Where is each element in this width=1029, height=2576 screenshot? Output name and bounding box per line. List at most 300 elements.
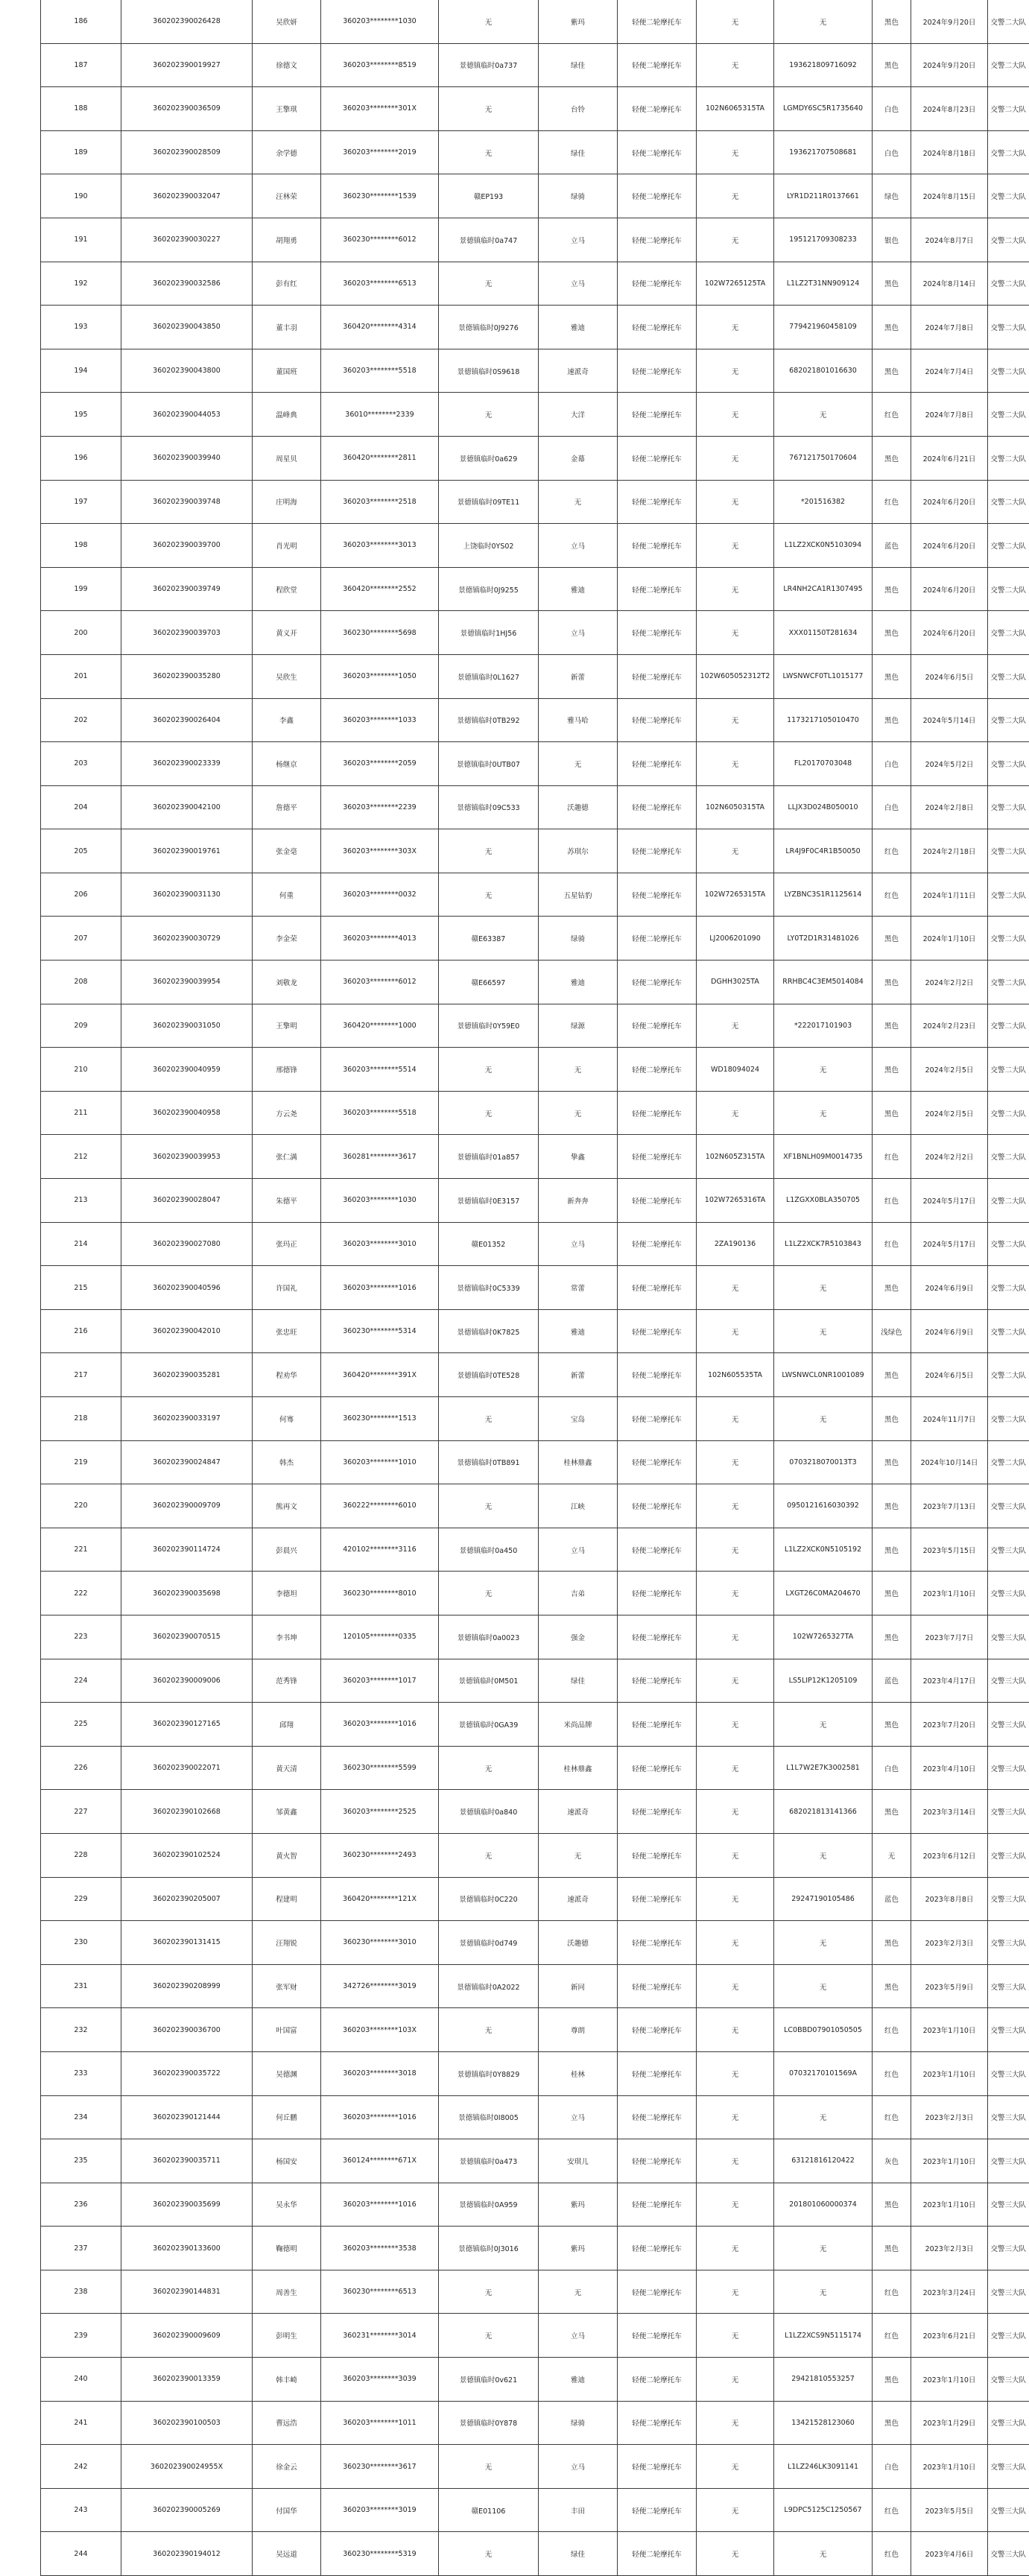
cell-id-number: 360203********303X <box>321 829 439 873</box>
cell-department: 交警三大队 <box>988 1746 1029 1790</box>
cell-row-number: 238 <box>41 2270 121 2314</box>
table-row <box>41 2314 1029 2358</box>
cell-record-id: 360202390070515 <box>121 1615 253 1659</box>
cell-record-id: 360202390024847 <box>121 1440 253 1484</box>
cell-department: 交警三大队 <box>988 1877 1029 1921</box>
cell-frame-number: 63121816120422 <box>774 2139 873 2183</box>
cell-plate-number: 无 <box>439 829 539 873</box>
cell-brand: 绿佳 <box>539 43 618 87</box>
cell-row-number: 220 <box>41 1484 121 1528</box>
table-row <box>41 785 1029 829</box>
cell-engine-number: 无 <box>697 567 774 611</box>
cell-department: 交警二大队 <box>988 829 1029 873</box>
cell-vehicle-type: 轻便二轮摩托车 <box>618 1964 697 2008</box>
cell-owner-name: 程劝华 <box>253 1353 321 1397</box>
cell-brand: 宝岛 <box>539 1397 618 1441</box>
cell-owner-name: 杨国安 <box>253 2139 321 2183</box>
cell-row-number: 226 <box>41 1746 121 1790</box>
cell-plate-number: 上饶临时0YS02 <box>439 524 539 568</box>
cell-id-number: 360230********5698 <box>321 611 439 655</box>
cell-owner-name: 詹德平 <box>253 785 321 829</box>
cell-plate-number: 景德镇临时09C533 <box>439 785 539 829</box>
table-row <box>41 2488 1029 2532</box>
cell-engine-number: 无 <box>697 480 774 524</box>
cell-owner-name: 程建明 <box>253 1877 321 1921</box>
cell-vehicle-type: 轻便二轮摩托车 <box>618 1746 697 1790</box>
cell-vehicle-color: 黑色 <box>873 1048 911 1092</box>
cell-engine-number: 102W7265125TA <box>697 262 774 306</box>
cell-vehicle-color: 黑色 <box>873 1397 911 1441</box>
cell-id-number: 360203********5514 <box>321 1048 439 1092</box>
cell-vehicle-type: 轻便二轮摩托车 <box>618 43 697 87</box>
cell-vehicle-color: 红色 <box>873 829 911 873</box>
cell-row-number: 222 <box>41 1572 121 1615</box>
cell-department: 交警三大队 <box>988 2227 1029 2270</box>
cell-brand: 米尚品牌 <box>539 1703 618 1747</box>
cell-frame-number: 无 <box>774 1091 873 1135</box>
cell-id-number: 360203********1016 <box>321 1703 439 1747</box>
cell-owner-name: 杨继京 <box>253 742 321 786</box>
table-row <box>41 1572 1029 1615</box>
cell-record-id: 360202390039703 <box>121 611 253 655</box>
cell-row-number: 241 <box>41 2401 121 2445</box>
cell-row-number: 212 <box>41 1135 121 1179</box>
cell-vehicle-color: 红色 <box>873 2008 911 2052</box>
cell-id-number: 360203********301X <box>321 87 439 131</box>
cell-record-id: 360202390022071 <box>121 1746 253 1790</box>
table-row <box>41 1135 1029 1179</box>
cell-brand: 立马 <box>539 611 618 655</box>
table-row <box>41 1790 1029 1834</box>
cell-record-date: 2024年2月5日 <box>911 1091 988 1135</box>
cell-vehicle-color: 浅绿色 <box>873 1309 911 1353</box>
cell-record-date: 2023年1月10日 <box>911 2445 988 2489</box>
cell-record-date: 2023年1月10日 <box>911 2183 988 2227</box>
cell-id-number: 360124********671X <box>321 2139 439 2183</box>
cell-engine-number: 无 <box>697 2445 774 2489</box>
table-row <box>41 1703 1029 1747</box>
table-row <box>41 524 1029 568</box>
cell-plate-number: 景德镇临时0K7825 <box>439 1309 539 1353</box>
cell-owner-name: 黄火智 <box>253 1833 321 1877</box>
cell-department: 交警三大队 <box>988 2445 1029 2489</box>
cell-record-date: 2024年2月5日 <box>911 1048 988 1092</box>
cell-brand: 无 <box>539 742 618 786</box>
cell-vehicle-type: 轻便二轮摩托车 <box>618 1353 697 1397</box>
table-row <box>41 130 1029 174</box>
cell-owner-name: 徐金云 <box>253 2445 321 2489</box>
cell-brand: 绿骑 <box>539 174 618 218</box>
cell-engine-number: 无 <box>697 1091 774 1135</box>
cell-record-date: 2024年7月8日 <box>911 393 988 437</box>
cell-brand: 大洋 <box>539 393 618 437</box>
cell-record-date: 2024年6月9日 <box>911 1266 988 1310</box>
cell-engine-number: 无 <box>697 393 774 437</box>
cell-vehicle-type: 轻便二轮摩托车 <box>618 1921 697 1965</box>
cell-record-id: 360202390042010 <box>121 1309 253 1353</box>
cell-record-date: 2024年9月20日 <box>911 0 988 43</box>
cell-row-number: 227 <box>41 1790 121 1834</box>
cell-owner-name: 韩丰崎 <box>253 2358 321 2402</box>
cell-frame-number: 0950121616030392 <box>774 1484 873 1528</box>
cell-record-id: 360202390039940 <box>121 436 253 480</box>
cell-row-number: 196 <box>41 436 121 480</box>
cell-id-number: 360231********3014 <box>321 2314 439 2358</box>
table-row <box>41 2139 1029 2183</box>
cell-department: 交警三大队 <box>988 1703 1029 1747</box>
cell-record-date: 2024年5月2日 <box>911 742 988 786</box>
cell-frame-number: 无 <box>774 1048 873 1092</box>
cell-department: 交警二大队 <box>988 174 1029 218</box>
cell-row-number: 210 <box>41 1048 121 1092</box>
cell-plate-number: 景德镇临时1HJ56 <box>439 611 539 655</box>
cell-record-date: 2024年2月2日 <box>911 1135 988 1179</box>
cell-vehicle-color: 黑色 <box>873 1091 911 1135</box>
cell-record-date: 2023年8月8日 <box>911 1877 988 1921</box>
cell-id-number: 360420********2552 <box>321 567 439 611</box>
cell-record-id: 360202390036509 <box>121 87 253 131</box>
cell-engine-number: 102N6050315TA <box>697 785 774 829</box>
cell-department: 交警三大队 <box>988 1615 1029 1659</box>
cell-record-id: 360202390043800 <box>121 349 253 393</box>
cell-record-date: 2023年4月10日 <box>911 1746 988 1790</box>
cell-vehicle-type: 轻便二轮摩托车 <box>618 393 697 437</box>
cell-row-number: 223 <box>41 1615 121 1659</box>
cell-record-date: 2024年5月17日 <box>911 1222 988 1266</box>
cell-id-number: 360203********2019 <box>321 130 439 174</box>
cell-id-number: 360281********3617 <box>321 1135 439 1179</box>
cell-engine-number: 无 <box>697 1484 774 1528</box>
table-row <box>41 1179 1029 1223</box>
cell-vehicle-type: 轻便二轮摩托车 <box>618 917 697 961</box>
cell-frame-number: L9DPC5125C1250567 <box>774 2488 873 2532</box>
cell-department: 交警二大队 <box>988 1091 1029 1135</box>
cell-brand: 五星钻豹 <box>539 873 618 917</box>
cell-record-id: 360202390127165 <box>121 1703 253 1747</box>
cell-vehicle-type: 轻便二轮摩托车 <box>618 2401 697 2445</box>
table-row <box>41 1615 1029 1659</box>
cell-record-id: 360202390030729 <box>121 917 253 961</box>
cell-row-number: 205 <box>41 829 121 873</box>
cell-frame-number: 无 <box>774 2227 873 2270</box>
cell-row-number: 207 <box>41 917 121 961</box>
cell-plate-number: 景德镇临时0I8005 <box>439 2095 539 2139</box>
cell-id-number: 360420********391X <box>321 1353 439 1397</box>
cell-brand: 挚鑫 <box>539 1135 618 1179</box>
cell-id-number: 120105********0335 <box>321 1615 439 1659</box>
cell-row-number: 232 <box>41 2008 121 2052</box>
cell-owner-name: 董丰羽 <box>253 306 321 349</box>
cell-record-id: 360202390036700 <box>121 2008 253 2052</box>
cell-vehicle-type: 轻便二轮摩托车 <box>618 1440 697 1484</box>
cell-vehicle-type: 轻便二轮摩托车 <box>618 961 697 1004</box>
cell-frame-number: 767121750170604 <box>774 436 873 480</box>
cell-department: 交警二大队 <box>988 87 1029 131</box>
cell-frame-number: L1LZ246LK3091141 <box>774 2445 873 2489</box>
cell-engine-number: 无 <box>697 2183 774 2227</box>
cell-record-date: 2024年7月8日 <box>911 306 988 349</box>
cell-frame-number: 195121709308233 <box>774 218 873 262</box>
cell-plate-number: 无 <box>439 393 539 437</box>
cell-engine-number: 无 <box>697 2401 774 2445</box>
cell-owner-name: 李金荣 <box>253 917 321 961</box>
cell-record-id: 360202390040959 <box>121 1048 253 1092</box>
cell-engine-number: 无 <box>697 436 774 480</box>
table-row <box>41 611 1029 655</box>
cell-department: 交警二大队 <box>988 393 1029 437</box>
cell-owner-name: 王擎明 <box>253 1004 321 1048</box>
cell-row-number: 199 <box>41 567 121 611</box>
table-row <box>41 1484 1029 1528</box>
cell-department: 交警三大队 <box>988 1484 1029 1528</box>
cell-record-date: 2024年2月18日 <box>911 829 988 873</box>
cell-vehicle-type: 轻便二轮摩托车 <box>618 2270 697 2314</box>
cell-engine-number: DGHH3025TA <box>697 961 774 1004</box>
cell-vehicle-type: 轻便二轮摩托车 <box>618 1397 697 1441</box>
cell-frame-number: L1LZ2XCK0N5103094 <box>774 524 873 568</box>
cell-owner-name: 许国礼 <box>253 1266 321 1310</box>
cell-id-number: 360203********6513 <box>321 262 439 306</box>
cell-vehicle-color: 黑色 <box>873 1484 911 1528</box>
cell-brand: 江峡 <box>539 1484 618 1528</box>
cell-row-number: 202 <box>41 698 121 742</box>
cell-vehicle-color: 黑色 <box>873 2401 911 2445</box>
cell-plate-number: 景德镇临时0d749 <box>439 1921 539 1965</box>
cell-row-number: 221 <box>41 1528 121 1572</box>
cell-row-number: 201 <box>41 654 121 698</box>
cell-engine-number: 2ZA190136 <box>697 1222 774 1266</box>
cell-vehicle-type: 轻便二轮摩托车 <box>618 2314 697 2358</box>
cell-owner-name: 肖光明 <box>253 524 321 568</box>
cell-plate-number: 景德镇临时0GA39 <box>439 1703 539 1747</box>
cell-brand: 雅迪 <box>539 961 618 1004</box>
cell-frame-number: 无 <box>774 1266 873 1310</box>
cell-row-number: 188 <box>41 87 121 131</box>
cell-owner-name: 张仁满 <box>253 1135 321 1179</box>
cell-engine-number: WD18094024 <box>697 1048 774 1092</box>
cell-brand: 绿佳 <box>539 2532 618 2576</box>
cell-vehicle-color: 黑色 <box>873 2358 911 2402</box>
cell-record-id: 360202390009006 <box>121 1659 253 1703</box>
cell-vehicle-color: 红色 <box>873 873 911 917</box>
cell-record-date: 2024年8月18日 <box>911 130 988 174</box>
cell-vehicle-type: 轻便二轮摩托车 <box>618 567 697 611</box>
cell-row-number: 195 <box>41 393 121 437</box>
cell-record-id: 360202390005269 <box>121 2488 253 2532</box>
cell-vehicle-type: 轻便二轮摩托车 <box>618 218 697 262</box>
cell-id-number: 360230********1513 <box>321 1397 439 1441</box>
cell-record-date: 2024年9月20日 <box>911 43 988 87</box>
cell-record-date: 2023年2月3日 <box>911 2095 988 2139</box>
cell-vehicle-type: 轻便二轮摩托车 <box>618 1615 697 1659</box>
cell-department: 交警二大队 <box>988 1353 1029 1397</box>
cell-row-number: 187 <box>41 43 121 87</box>
cell-engine-number: 102N6065315TA <box>697 87 774 131</box>
table-row <box>41 480 1029 524</box>
table-row <box>41 2445 1029 2489</box>
cell-owner-name: 程欣堂 <box>253 567 321 611</box>
cell-record-date: 2023年3月14日 <box>911 1790 988 1834</box>
cell-id-number: 360222********6010 <box>321 1484 439 1528</box>
cell-record-date: 2024年1月10日 <box>911 917 988 961</box>
table-row <box>41 1004 1029 1048</box>
table-row <box>41 1397 1029 1441</box>
cell-plate-number: 无 <box>439 262 539 306</box>
cell-owner-name: 彭晨兴 <box>253 1528 321 1572</box>
cell-department: 交警二大队 <box>988 1440 1029 1484</box>
cell-vehicle-type: 轻便二轮摩托车 <box>618 2183 697 2227</box>
cell-vehicle-type: 轻便二轮摩托车 <box>618 742 697 786</box>
table-row <box>41 174 1029 218</box>
table-row <box>41 961 1029 1004</box>
cell-brand: 丰田 <box>539 2488 618 2532</box>
cell-plate-number: 景德镇临时0TB891 <box>439 1440 539 1484</box>
cell-engine-number: 无 <box>697 524 774 568</box>
cell-brand: 无 <box>539 1048 618 1092</box>
cell-department: 交警二大队 <box>988 1179 1029 1223</box>
cell-record-id: 360202390133600 <box>121 2227 253 2270</box>
cell-vehicle-type: 轻便二轮摩托车 <box>618 174 697 218</box>
cell-vehicle-type: 轻便二轮摩托车 <box>618 2532 697 2576</box>
cell-id-number: 360230********8010 <box>321 1572 439 1615</box>
cell-engine-number: 无 <box>697 174 774 218</box>
cell-vehicle-type: 轻便二轮摩托车 <box>618 2008 697 2052</box>
cell-vehicle-type: 轻便二轮摩托车 <box>618 1091 697 1135</box>
cell-engine-number: 无 <box>697 2095 774 2139</box>
cell-record-id: 360202390194012 <box>121 2532 253 2576</box>
cell-frame-number: *201516382 <box>774 480 873 524</box>
cell-vehicle-color: 白色 <box>873 742 911 786</box>
cell-record-id: 360202390019761 <box>121 829 253 873</box>
cell-vehicle-type: 轻便二轮摩托车 <box>618 1309 697 1353</box>
cell-row-number: 233 <box>41 2051 121 2095</box>
cell-owner-name: 吴永华 <box>253 2183 321 2227</box>
cell-row-number: 224 <box>41 1659 121 1703</box>
table-row <box>41 0 1029 43</box>
cell-record-id: 360202390033197 <box>121 1397 253 1441</box>
cell-record-date: 2023年5月15日 <box>911 1528 988 1572</box>
cell-id-number: 360203********6012 <box>321 961 439 1004</box>
cell-department: 交警二大队 <box>988 262 1029 306</box>
cell-plate-number: 景德镇临时0a0023 <box>439 1615 539 1659</box>
cell-row-number: 235 <box>41 2139 121 2183</box>
cell-record-id: 360202390040958 <box>121 1091 253 1135</box>
cell-department: 交警二大队 <box>988 873 1029 917</box>
table-row <box>41 2051 1029 2095</box>
cell-frame-number: XXX01150T281634 <box>774 611 873 655</box>
cell-brand: 紫玛 <box>539 0 618 43</box>
cell-owner-name: 朱德平 <box>253 1179 321 1223</box>
cell-engine-number: 102W7265315TA <box>697 873 774 917</box>
cell-frame-number: 193621809716092 <box>774 43 873 87</box>
cell-record-date: 2024年6月20日 <box>911 480 988 524</box>
cell-brand: 立马 <box>539 524 618 568</box>
cell-department: 交警三大队 <box>988 2183 1029 2227</box>
cell-frame-number: 193621707508681 <box>774 130 873 174</box>
cell-frame-number: 102W7265327TA <box>774 1615 873 1659</box>
cell-owner-name: 庄明海 <box>253 480 321 524</box>
cell-record-date: 2023年1月10日 <box>911 2139 988 2183</box>
cell-engine-number: 102W605052312T2 <box>697 654 774 698</box>
cell-frame-number: 无 <box>774 393 873 437</box>
cell-plate-number: 景德镇临时0A959 <box>439 2183 539 2227</box>
cell-vehicle-color: 黑色 <box>873 43 911 87</box>
cell-vehicle-color: 红色 <box>873 393 911 437</box>
table-row <box>41 1833 1029 1877</box>
cell-vehicle-type: 轻便二轮摩托车 <box>618 785 697 829</box>
cell-vehicle-type: 轻便二轮摩托车 <box>618 1135 697 1179</box>
cell-vehicle-color: 黑色 <box>873 1572 911 1615</box>
cell-id-number: 360230********3617 <box>321 2445 439 2489</box>
cell-frame-number: *222017101903 <box>774 1004 873 1048</box>
cell-vehicle-color: 黑色 <box>873 1004 911 1048</box>
cell-record-id: 360202390039749 <box>121 567 253 611</box>
cell-record-date: 2024年8月15日 <box>911 174 988 218</box>
cell-department: 交警二大队 <box>988 524 1029 568</box>
cell-plate-number: 景德镇临时0J9255 <box>439 567 539 611</box>
cell-vehicle-type: 轻便二轮摩托车 <box>618 1484 697 1528</box>
cell-record-date: 2023年7月7日 <box>911 1615 988 1659</box>
cell-vehicle-color: 白色 <box>873 785 911 829</box>
cell-brand: 绿骑 <box>539 917 618 961</box>
cell-plate-number: 景德镇临时0C5339 <box>439 1266 539 1310</box>
cell-department: 交警二大队 <box>988 1266 1029 1310</box>
cell-frame-number: LLJX3D024B050010 <box>774 785 873 829</box>
cell-record-date: 2024年8月7日 <box>911 218 988 262</box>
cell-brand: 绿骑 <box>539 2401 618 2445</box>
cell-id-number: 360230********1539 <box>321 174 439 218</box>
cell-plate-number: 景德镇临时0TE528 <box>439 1353 539 1397</box>
cell-plate-number: 景德镇临时0L1627 <box>439 654 539 698</box>
cell-plate-number: 赣E01352 <box>439 1222 539 1266</box>
cell-engine-number: 无 <box>697 2051 774 2095</box>
cell-record-id: 360202390026404 <box>121 698 253 742</box>
cell-record-date: 2023年1月10日 <box>911 2358 988 2402</box>
cell-brand: 金幕 <box>539 436 618 480</box>
cell-vehicle-color: 黑色 <box>873 698 911 742</box>
cell-brand: 雅迪 <box>539 1309 618 1353</box>
cell-vehicle-color: 绿色 <box>873 174 911 218</box>
cell-record-date: 2024年6月20日 <box>911 524 988 568</box>
cell-vehicle-type: 轻便二轮摩托车 <box>618 1572 697 1615</box>
cell-department: 交警三大队 <box>988 2139 1029 2183</box>
table-row <box>41 2270 1029 2314</box>
cell-vehicle-type: 轻便二轮摩托车 <box>618 2051 697 2095</box>
cell-vehicle-type: 轻便二轮摩托车 <box>618 2095 697 2139</box>
cell-owner-name: 付国华 <box>253 2488 321 2532</box>
cell-owner-name: 李鑫 <box>253 698 321 742</box>
cell-plate-number: 无 <box>439 1091 539 1135</box>
cell-plate-number: 景德镇临时01a857 <box>439 1135 539 1179</box>
cell-department: 交警二大队 <box>988 218 1029 262</box>
cell-vehicle-type: 轻便二轮摩托车 <box>618 1659 697 1703</box>
cell-owner-name: 吴欣妍 <box>253 0 321 43</box>
cell-frame-number: LR4NH2CA1R1307495 <box>774 567 873 611</box>
cell-plate-number: 无 <box>439 1397 539 1441</box>
cell-department: 交警二大队 <box>988 742 1029 786</box>
cell-engine-number: 无 <box>697 1615 774 1659</box>
cell-row-number: 218 <box>41 1397 121 1441</box>
cell-plate-number: 景德镇临时0TB292 <box>439 698 539 742</box>
cell-brand: 雅马哈 <box>539 698 618 742</box>
cell-department: 交警三大队 <box>988 2358 1029 2402</box>
cell-vehicle-color: 蓝色 <box>873 524 911 568</box>
cell-row-number: 229 <box>41 1877 121 1921</box>
cell-id-number: 360203********2518 <box>321 480 439 524</box>
cell-record-id: 360202390131415 <box>121 1921 253 1965</box>
cell-record-id: 360202390023339 <box>121 742 253 786</box>
cell-department: 交警二大队 <box>988 480 1029 524</box>
